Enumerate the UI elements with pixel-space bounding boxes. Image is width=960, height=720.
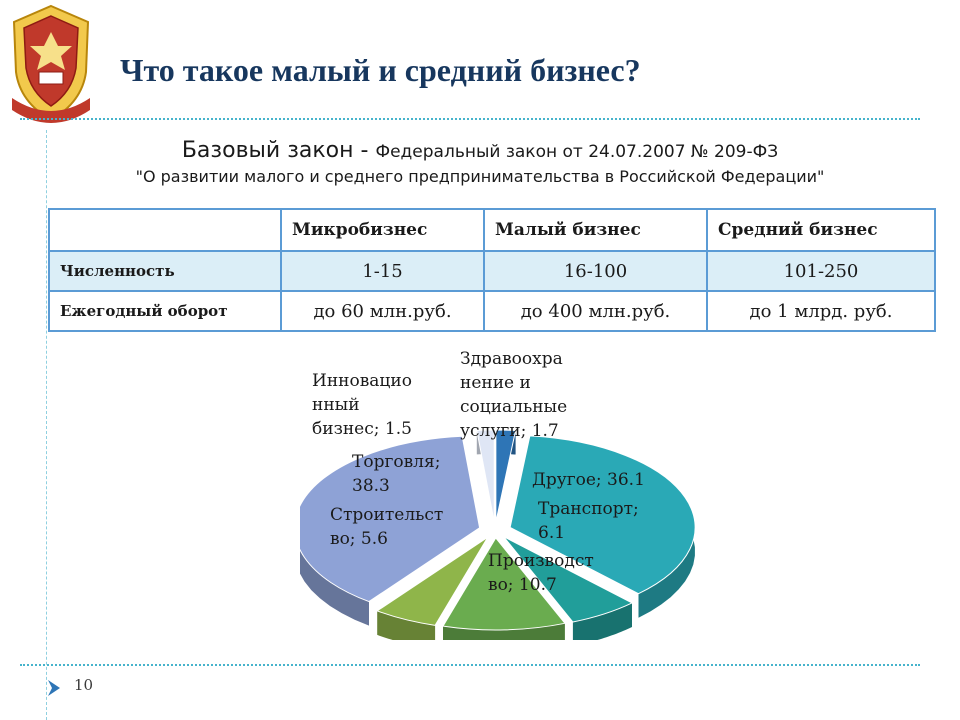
table-header-row (49, 209, 935, 251)
pie-data-label: Строительст во; 5.6 (330, 505, 444, 549)
table-cell: 16-100 (484, 251, 707, 291)
row-header: Численность (49, 251, 281, 291)
academy-emblem-logo (6, 2, 96, 127)
pie-data-label: Транспорт; 6.1 (538, 499, 639, 543)
table-corner-cell (49, 209, 281, 251)
law-label: Базовый закон - (181, 138, 369, 163)
footer-divider (20, 664, 920, 666)
row-header: Ежегодный оборот (49, 291, 281, 331)
table-cell: 1-15 (281, 251, 484, 291)
pie-data-label: Другое; 36.1 (532, 470, 645, 490)
left-rail-divider (46, 130, 47, 720)
page-number: 10 (74, 676, 94, 694)
table-cell: до 60 млн.руб. (281, 291, 484, 331)
column-header: Малый бизнес (484, 209, 707, 251)
header-divider (20, 118, 920, 120)
column-header: Микробизнес (281, 209, 484, 251)
pie-slice (477, 430, 494, 522)
pie-data-label: Здравоохра нение и социальные услуги; 1.7 (460, 349, 568, 441)
table-cell: 101-250 (707, 251, 935, 291)
table-row (49, 291, 935, 331)
column-header: Средний бизнес (707, 209, 935, 251)
table-cell: до 400 млн.руб. (484, 291, 707, 331)
slide-title: Что такое малый и средний бизнес? (120, 52, 641, 88)
pie-data-label: Инновацио нный бизнес; 1.5 (312, 371, 412, 439)
play-arrow-icon (46, 678, 64, 698)
table-row (49, 251, 935, 291)
pie-data-label: Производст во; 10.7 (488, 551, 594, 595)
table-cell: до 1 млрд. руб. (707, 291, 935, 331)
industry-pie-chart (300, 340, 700, 640)
law-reference (0, 138, 960, 186)
business-size-table (48, 208, 936, 332)
pie-slice (496, 430, 516, 522)
law-name: "О развитии малого и среднего предпринимательства в Российской Федерации" (135, 167, 825, 186)
pie-data-label: Торговля; 38.3 (352, 452, 441, 496)
law-citation: Федеральный закон от 24.07.2007 № 209-ФЗ (375, 142, 779, 162)
